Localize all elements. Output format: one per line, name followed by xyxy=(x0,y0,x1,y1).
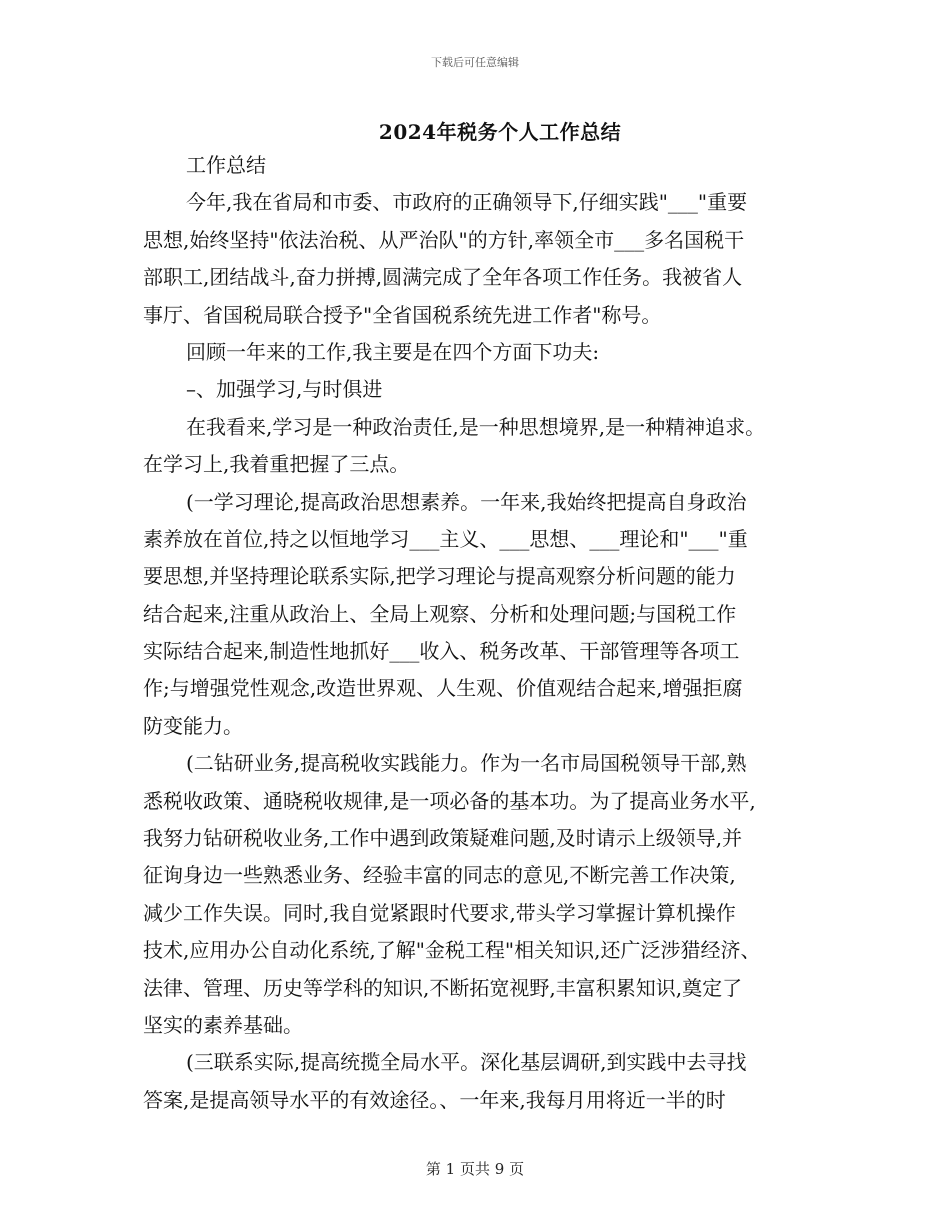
paragraph-line: 部职工,团结战斗,奋力拼搏,圆满完成了全年各项工作任务。我被省人 xyxy=(143,265,743,290)
paragraph-line: 征询身边一些熟悉业务、经验丰富的同志的意见,不断完善工作决策, xyxy=(143,863,736,888)
paragraph-line: (二钻研业务,提高税收实践能力。作为一名市局国税领导干部,熟 xyxy=(186,751,747,776)
paragraph-line: 实际结合起来,制造性地抓好___收入、税务改革、干部管理等各项工 xyxy=(143,639,740,664)
paragraph-line: 我努力钻研税收业务,工作中遇到政策疑难问题,及时请示上级领导,并 xyxy=(143,826,743,851)
paragraph-line: 结合起来,注重从政治上、全局上观察、分析和处理问题;与国税工作 xyxy=(143,601,737,626)
paragraph-line: 防变能力。 xyxy=(143,713,243,738)
paragraph-line: 素养放在首位,持之以恒地学习___主义、___思想、___理论和"___"重 xyxy=(143,526,748,551)
paragraph-line: (一学习理论,提高政治思想素养。一年来,我始终把提高自身政治 xyxy=(186,489,747,514)
paragraph-line: 坚实的素养基础。 xyxy=(143,1012,303,1037)
paragraph-line: 答案,是提高领导水平的有效途径。、一年来,我每月用将近一半的时 xyxy=(143,1087,726,1112)
paragraph-line: 减少工作失误。同时,我自觉紧跟时代要求,带头学习掌握计算机操作 xyxy=(143,900,736,925)
paragraph-line: 回顾一年来的工作,我主要是在四个方面下功夫: xyxy=(186,339,600,364)
paragraph-line: (三联系实际,提高统揽全局水平。深化基层调研,到实践中去寻找 xyxy=(186,1050,747,1075)
paragraph-line: 思想,始终坚持"依法治税、从严治队"的方针,率领全市___多名国税干 xyxy=(143,227,745,252)
paragraph-line: 技术,应用办公自动化系统,了解"金税工程"相关知识,还广泛涉猎经济、 xyxy=(143,938,761,963)
paragraph-line: 法律、管理、历史等学科的知识,不断拓宽视野,丰富积累知识,奠定了 xyxy=(143,975,743,1000)
paragraph-line: 要思想,并坚持理论联系实际,把学习理论与提高观察分析问题的能力 xyxy=(143,564,736,589)
paragraph-line: 工作总结 xyxy=(186,153,266,177)
paragraph-line: 在我看来,学习是一种政治责任,是一种思想境界,是一种精神追求。 xyxy=(186,414,766,439)
paragraph-line: 悉税收政策、通晓税收规律,是一项必备的基本功。为了提高业务水平, xyxy=(143,788,756,813)
document-title: 2024年税务个人工作总结 xyxy=(378,120,622,144)
document-body xyxy=(143,147,811,1119)
page-header-note: 下载后可任意编辑 xyxy=(431,56,519,69)
page-number: 第 1 页共 9 页 xyxy=(425,1160,525,1178)
paragraph-line: 作;与增强党性观念,改造世界观、人生观、价值观结合起来,增强拒腐 xyxy=(143,676,743,701)
paragraph-line: 今年,我在省局和市委、市政府的正确领导下,仔细实践"___"重要 xyxy=(186,190,748,215)
paragraph-line: 在学习上,我着重把握了三点。 xyxy=(143,452,410,477)
paragraph-line: 事厅、省国税局联合授予"全省国税系统先进工作者"称号。 xyxy=(143,302,662,327)
section-heading: –、加强学习,与时俱进 xyxy=(186,377,383,402)
